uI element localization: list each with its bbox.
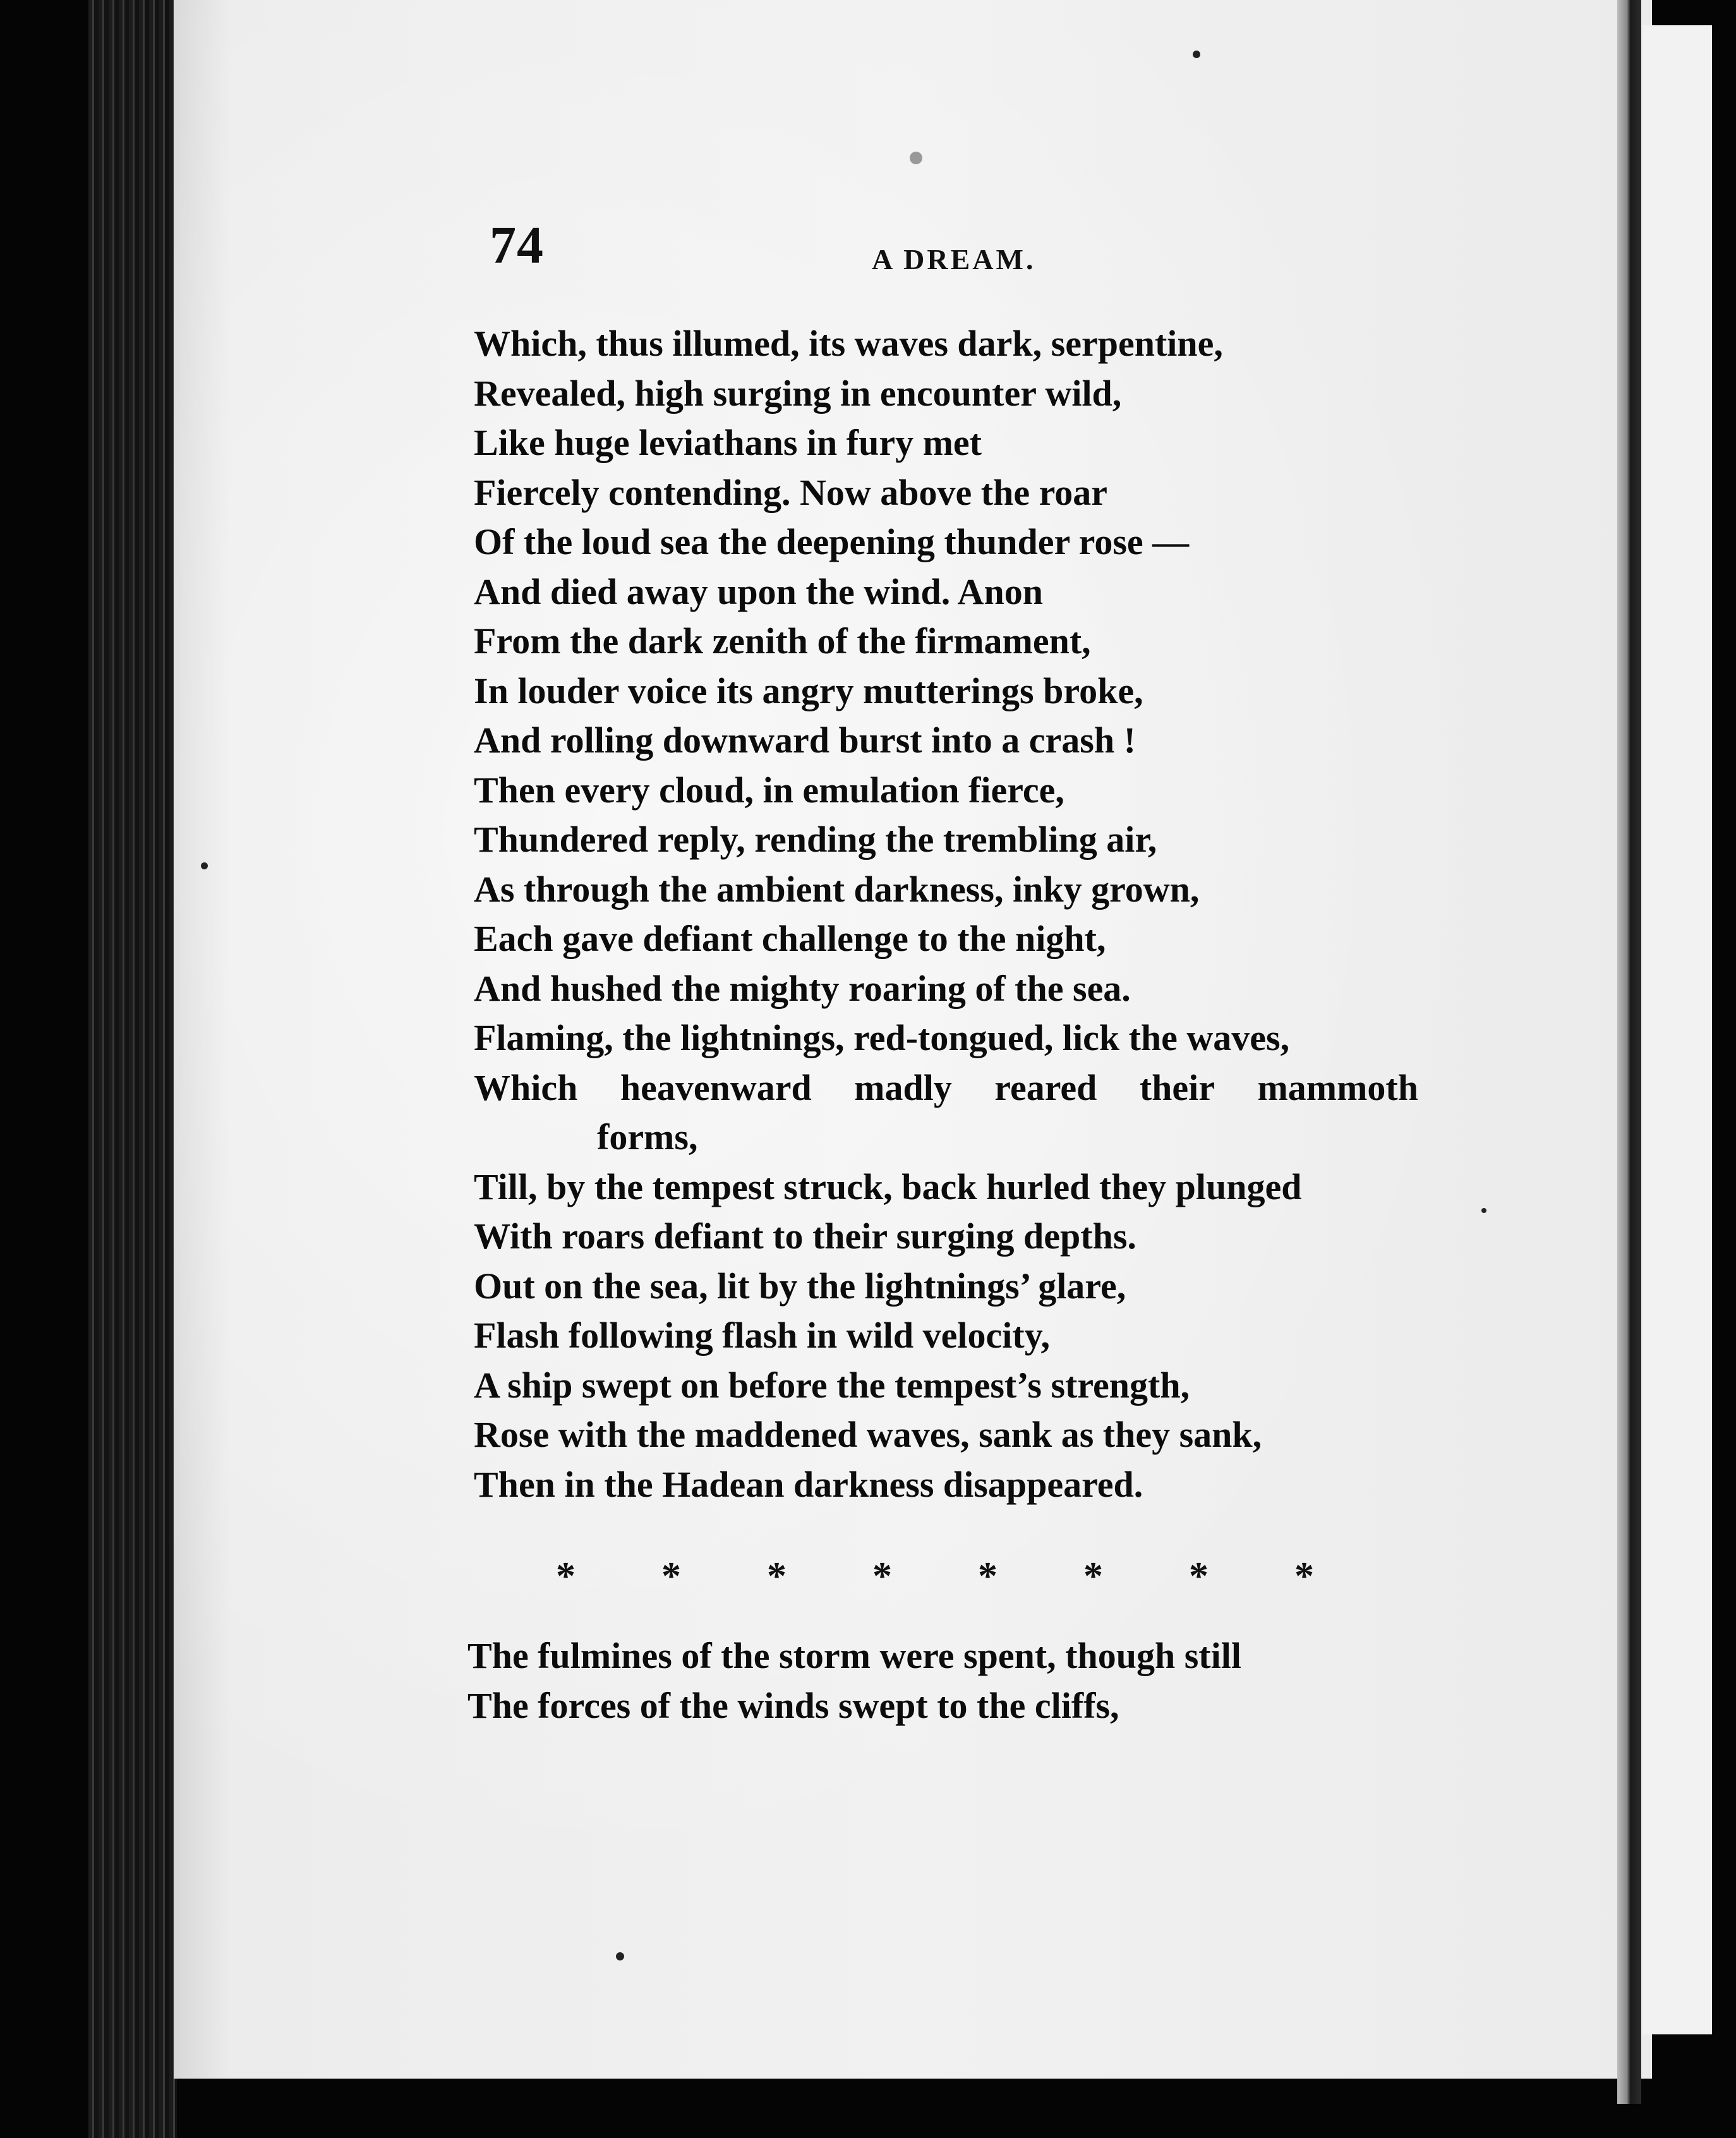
poem-line: Rose with the maddened waves, sank as they sank, (474, 1414, 1262, 1455)
poem-line: Out on the sea, lit by the lightnings’ glare, (474, 1265, 1126, 1307)
poem-stanza-1 (474, 319, 1434, 1509)
poem-line: Like huge leviathans in fury met (474, 422, 982, 463)
poem-line: From the dark zenith of the firmament, (474, 620, 1091, 661)
scan-speck (201, 862, 208, 869)
poem-word: madly (854, 1066, 952, 1108)
separator-asterisk: * (661, 1555, 681, 1598)
separator-asterisk: * (1189, 1555, 1209, 1598)
page-gutter-fold (1617, 0, 1641, 2104)
poem-line-continuation: forms, (597, 1116, 698, 1157)
poem-word: reared (994, 1066, 1097, 1108)
poem-line: Thundered reply, rending the trembling air, (474, 819, 1157, 860)
separator-asterisk: * (767, 1555, 787, 1598)
poem-word: Which (474, 1066, 578, 1108)
separator-asterisk: * (872, 1555, 892, 1598)
facing-page-edge (1643, 25, 1712, 2034)
scan-speck (1481, 1208, 1486, 1213)
poem-line: Revealed, high surging in encounter wild, (474, 372, 1122, 414)
poem-line: The fulmines of the storm were spent, though still (467, 1635, 1241, 1676)
poem-stanza-2 (467, 1631, 1241, 1730)
poem-line: A ship swept on before the tempest’s strength, (474, 1364, 1190, 1406)
poem-line: Of the loud sea the deepening thunder rose — (474, 521, 1190, 562)
poem-line: Till, by the tempest struck, back hurled they plunged (474, 1166, 1302, 1207)
book-page-edges (88, 0, 177, 2138)
page-number: 74 (490, 216, 544, 275)
poem-line: And rolling downward burst into a crash ! (474, 720, 1136, 761)
poem-line: And hushed the mighty roaring of the sea. (474, 967, 1131, 1009)
running-head-title: A DREAM. (872, 243, 1036, 275)
poem-word: their (1139, 1066, 1215, 1108)
separator-asterisk: * (556, 1555, 576, 1598)
poem-line-justified (474, 1063, 1418, 1113)
separator-asterisk: * (1294, 1555, 1314, 1598)
poem-line: Each gave defiant challenge to the night, (474, 918, 1106, 959)
poem-line: Flaming, the lightnings, red-tongued, lick the waves, (474, 1017, 1290, 1058)
poem-line: In louder voice its angry mutterings broke, (474, 670, 1143, 711)
poem-line: Flash following flash in wild velocity, (474, 1315, 1050, 1356)
poem-line: Fiercely contending. Now above the roar (474, 471, 1108, 513)
poem-line: As through the ambient darkness, inky grown, (474, 868, 1200, 910)
poem-line: With roars defiant to their surging depths. (474, 1216, 1136, 1257)
poem-line: Which, thus illumed, its waves dark, serpentine, (474, 323, 1223, 364)
section-separator (556, 1554, 1314, 1599)
poem-line: Then every cloud, in emulation fierce, (474, 769, 1064, 811)
poem-line: And died away upon the wind. Anon (474, 571, 1043, 612)
scan-speck (1193, 51, 1200, 58)
poem-word: mammoth (1257, 1066, 1418, 1108)
poem-word: heavenward (620, 1066, 812, 1108)
poem-line: The forces of the winds swept to the cliffs, (467, 1684, 1119, 1726)
scan-speck (616, 1952, 624, 1960)
separator-asterisk: * (978, 1555, 998, 1598)
separator-asterisk: * (1083, 1555, 1103, 1598)
poem-line: Then in the Hadean darkness disappeared. (474, 1463, 1143, 1505)
scan-speck (910, 152, 922, 164)
